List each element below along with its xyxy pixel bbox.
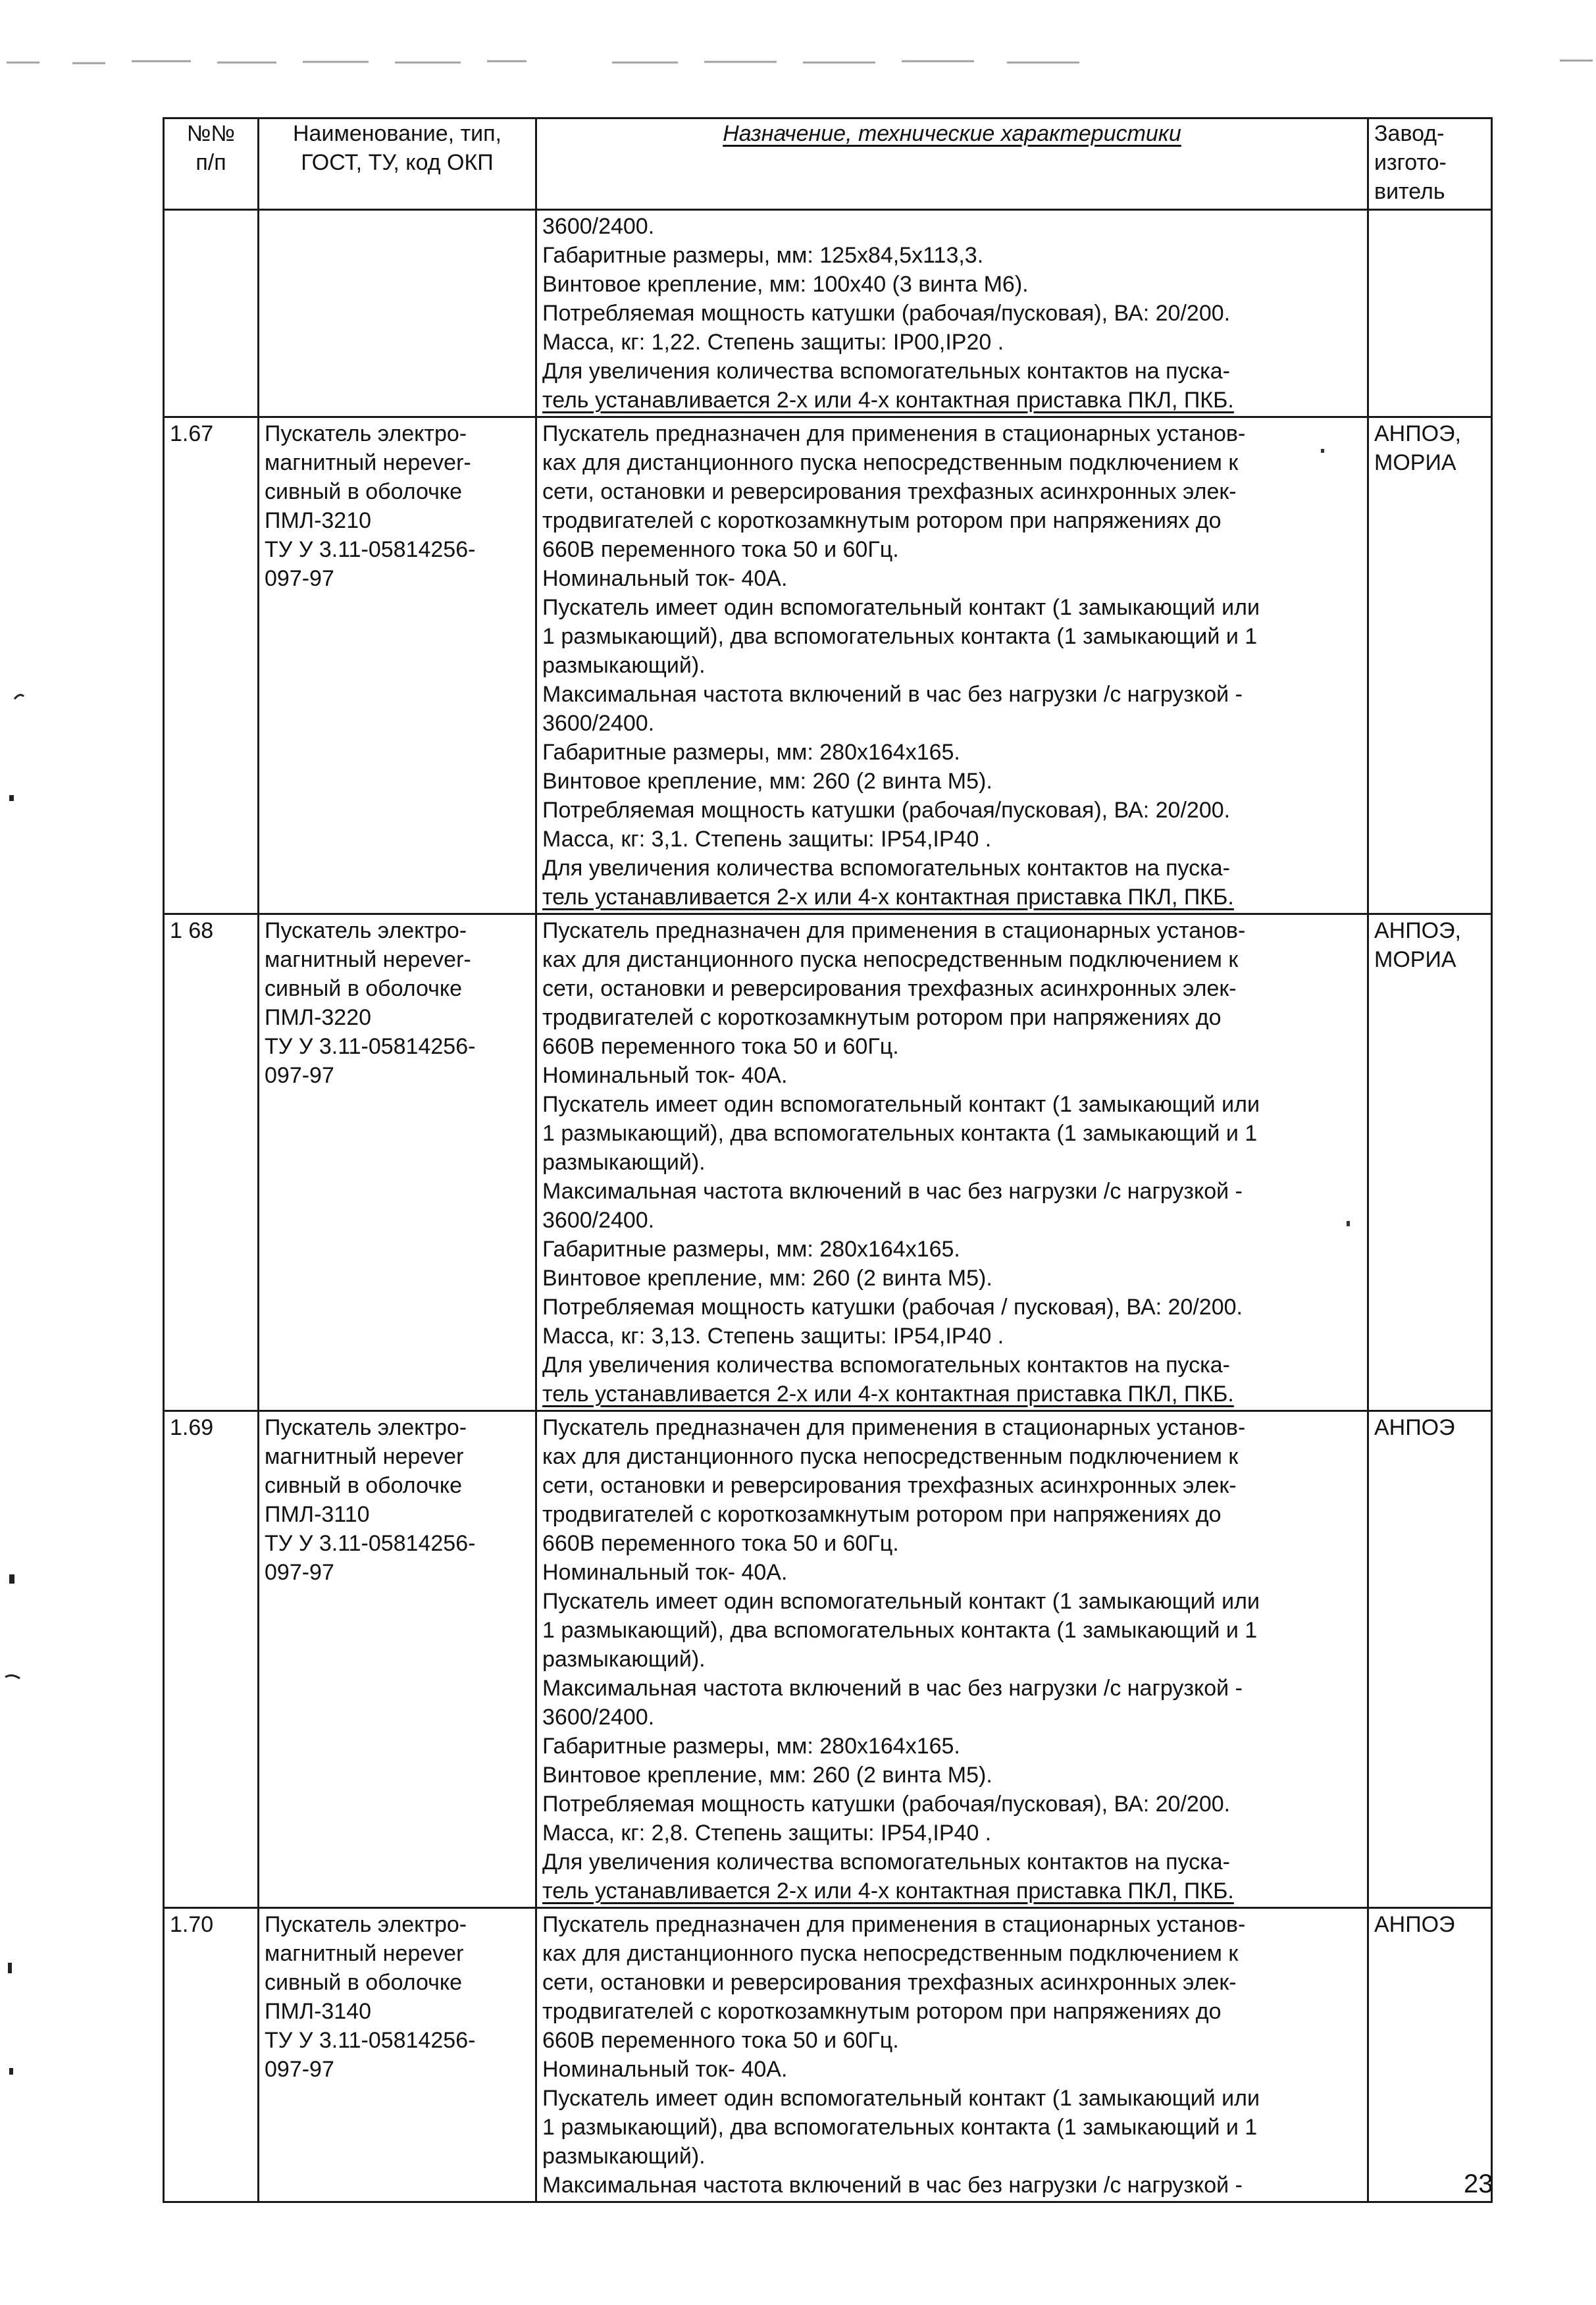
table-row — [164, 1411, 1492, 1908]
row-description-line: размыкающий). — [542, 653, 706, 678]
row-description-line: Максимальная частота включений в час без нагрузки /с нагрузкой - — [542, 2173, 1243, 2198]
left-margin-specks — [5, 695, 24, 2075]
row-name-line: Пускатель электро- — [265, 421, 467, 446]
row-description-line: тель устанавливается 2-х или 4-х контактная приставка ПКЛ, ПКБ. — [542, 1878, 1234, 1904]
row-name-line: сивный в оболочке — [265, 479, 463, 504]
row-description-line: Максимальная частота включений в час без нагрузки /с нагрузкой - — [542, 1179, 1243, 1204]
row-name — [259, 210, 536, 417]
row-description-line: размыкающий). — [542, 1150, 706, 1175]
row-description — [536, 914, 1368, 1411]
row-name — [259, 914, 536, 1411]
row-name-line: магнитный нерever- — [265, 450, 471, 475]
table-row — [164, 1908, 1492, 2202]
row-description — [536, 1411, 1368, 1908]
table-row — [164, 417, 1492, 914]
row-manufacturer — [1368, 914, 1492, 1411]
row-description-line: Габаритные размеры, мм: 280х164х165. — [542, 1734, 960, 1759]
table-row — [164, 914, 1492, 1411]
row-name-line: сивный в оболочке — [265, 1473, 463, 1498]
row-description-line: Масса, кг: 3,1. Степень защиты: IP54,IP40 . — [542, 827, 992, 852]
row-manufacturer — [1368, 1411, 1492, 1908]
row-description-line: Винтовое крепление, мм: 260 (2 винта М5). — [542, 769, 992, 794]
row-name-line: ПМЛ-3220 — [265, 1005, 372, 1030]
spec-table — [163, 117, 1493, 2203]
row-name-line: 097-97 — [265, 1063, 334, 1088]
row-description-line: Номинальный ток- 40А. — [542, 1560, 788, 1585]
row-description-line: Габаритные размеры, мм: 280х164х165. — [542, 1237, 960, 1262]
row-name-line: Пускатель электро- — [265, 918, 467, 943]
row-description-line: ках для дистанционного пуска непосредственным подключением к — [542, 1941, 1239, 1966]
row-description-line: Пускатель имеет один вспомогательный контакт (1 замыкающий или — [542, 2086, 1260, 2111]
row-description-line: 3600/2400. — [542, 711, 655, 736]
row-name-line: сивный в оболочке — [265, 1970, 463, 1995]
table-header — [164, 118, 1492, 210]
row-description-line: ках для дистанционного пуска непосредственным подключением к — [542, 947, 1239, 972]
row-description-line: тродвигателей с короткозамкнутым ротором при напряжениях до — [542, 1999, 1222, 2024]
row-description — [536, 1908, 1368, 2202]
row-description-line: Пускатель имеет один вспомогательный контакт (1 замыкающий или — [542, 1092, 1260, 1117]
row-name — [259, 1908, 536, 2202]
row-description-line: сети, остановки и реверсирования трехфазных асинхронных элек- — [542, 1473, 1237, 1498]
row-description — [536, 417, 1368, 914]
row-name-line: магнитный нерever — [265, 1941, 464, 1966]
row-description-line: Потребляемая мощность катушки (рабочая/пусковая), ВА: 20/200. — [542, 798, 1231, 823]
row-name-line: ПМЛ-3140 — [265, 1999, 372, 2024]
row-description-line: Винтовое крепление, мм: 260 (2 винта М5). — [542, 1266, 992, 1291]
row-name — [259, 417, 536, 914]
row-description-line: тродвигателей с короткозамкнутым ротором при напряжениях до — [542, 508, 1222, 533]
row-manufacturer-line: АНПОЭ, — [1374, 918, 1461, 943]
row-description-line: 1 размыкающий), два вспомогательных контакта (1 замыкающий и 1 — [542, 1618, 1258, 1643]
row-description-line: Винтовое крепление, мм: 100х40 (3 винта М6). — [542, 272, 1029, 297]
table-row — [164, 210, 1492, 417]
row-description-line: ках для дистанционного пуска непосредственным подключением к — [542, 1444, 1239, 1469]
row-number: 1 68 — [164, 914, 259, 1411]
row-description-line: тель устанавливается 2-х или 4-х контактная приставка ПКЛ, ПКБ. — [542, 885, 1234, 910]
row-description-line: Максимальная частота включений в час без нагрузки /с нагрузкой - — [542, 682, 1243, 707]
row-description-line: тель устанавливается 2-х или 4-х контактная приставка ПКЛ, ПКБ. — [542, 1382, 1234, 1407]
row-description-line: Масса, кг: 3,13. Степень защиты: IP54,IP40 . — [542, 1324, 1004, 1349]
row-description-line: 660В переменного тока 50 и 60Гц. — [542, 537, 899, 562]
top-scan-dashes — [7, 61, 1593, 63]
row-description-line: тродвигателей с короткозамкнутым ротором при напряжениях до — [542, 1502, 1222, 1527]
row-name-line: ТУ У 3.11-05814256- — [265, 537, 476, 562]
row-name-line: 097-97 — [265, 1560, 334, 1585]
row-description-line: Для увеличения количества вспомогательных контактов на пуска- — [542, 1850, 1230, 1875]
row-description-line: Потребляемая мощность катушки (рабочая/пусковая), ВА: 20/200. — [542, 1792, 1231, 1817]
row-description-line: 660В переменного тока 50 и 60Гц. — [542, 2028, 899, 2053]
row-description-line: Номинальный ток- 40А. — [542, 566, 788, 591]
row-manufacturer — [1368, 1908, 1492, 2202]
row-description-line: Для увеличения количества вспомогательных контактов на пуска- — [542, 1353, 1230, 1378]
row-description-line: Пускатель предназначен для применения в стационарных установ- — [542, 1912, 1246, 1937]
row-description-line: Пускатель имеет один вспомогательный контакт (1 замыкающий или — [542, 595, 1260, 620]
row-description-line: Максимальная частота включений в час без нагрузки /с нагрузкой - — [542, 1676, 1243, 1701]
row-description-line: ках для дистанционного пуска непосредственным подключением к — [542, 450, 1239, 475]
row-description-line: Для увеличения количества вспомогательных контактов на пуска- — [542, 359, 1230, 384]
row-description-line: Номинальный ток- 40А. — [542, 1063, 788, 1088]
row-name-line: 097-97 — [265, 2057, 334, 2082]
row-name-line: 097-97 — [265, 566, 334, 591]
row-description-line: Для увеличения количества вспомогательных контактов на пуска- — [542, 856, 1230, 881]
row-name-line: магнитный нерever — [265, 1444, 464, 1469]
row-description-line: Пускатель предназначен для применения в стационарных установ- — [542, 1415, 1246, 1440]
row-name-line: магнитный нерever- — [265, 947, 471, 972]
row-number — [164, 210, 259, 417]
row-manufacturer — [1368, 417, 1492, 914]
header-num: №№ п/п — [164, 118, 259, 210]
row-manufacturer-line: АНПОЭ, — [1374, 421, 1461, 446]
row-description-line: 660В переменного тока 50 и 60Гц. — [542, 1531, 899, 1556]
row-description — [536, 210, 1368, 417]
row-name — [259, 1411, 536, 1908]
table-body — [164, 210, 1492, 2202]
row-name-line: ТУ У 3.11-05814256- — [265, 1034, 476, 1059]
row-description-line: Потребляемая мощность катушки (рабочая / пусковая), ВА: 20/200. — [542, 1295, 1243, 1320]
row-description-line: Габаритные размеры, мм: 125х84,5х113,3. — [542, 243, 984, 268]
row-description-line: Винтовое крепление, мм: 260 (2 винта М5). — [542, 1763, 992, 1788]
row-description-line: Габаритные размеры, мм: 280х164х165. — [542, 740, 960, 765]
row-description-line: 3600/2400. — [542, 214, 655, 239]
row-description-line: сети, остановки и реверсирования трехфазных асинхронных элек- — [542, 976, 1237, 1001]
row-name-line: ТУ У 3.11-05814256- — [265, 2028, 476, 2053]
row-description-line: 3600/2400. — [542, 1208, 655, 1233]
row-description-line: сети, остановки и реверсирования трехфазных асинхронных элек- — [542, 1970, 1237, 1995]
row-description-line: тродвигателей с короткозамкнутым ротором при напряжениях до — [542, 1005, 1222, 1030]
header-mfr: Завод- изгото- витель — [1368, 118, 1492, 210]
row-description-line: 660В переменного тока 50 и 60Гц. — [542, 1034, 899, 1059]
row-description-line: размыкающий). — [542, 2144, 706, 2169]
row-name-line: ПМЛ-3210 — [265, 508, 372, 533]
row-description-line: Пускатель имеет один вспомогательный контакт (1 замыкающий или — [542, 1589, 1260, 1614]
row-description-line: размыкающий). — [542, 1647, 706, 1672]
row-manufacturer — [1368, 210, 1492, 417]
header-desc: Назначение, технические характеристики — [536, 118, 1368, 210]
row-description-line: Масса, кг: 1,22. Степень защиты: IP00,IP20 . — [542, 330, 1004, 355]
row-description-line: Номинальный ток- 40А. — [542, 2057, 788, 2082]
row-description-line: 3600/2400. — [542, 1705, 655, 1730]
row-description-line: Потребляемая мощность катушки (рабочая/пусковая), ВА: 20/200. — [542, 301, 1231, 326]
row-name-line: сивный в оболочке — [265, 976, 463, 1001]
page-number: 23 — [1464, 2169, 1493, 2198]
row-name-line: Пускатель электро- — [265, 1912, 467, 1937]
row-manufacturer-line: АНПОЭ — [1374, 1415, 1455, 1440]
row-number: 1.67 — [164, 417, 259, 914]
row-description-line: Пускатель предназначен для применения в стационарных установ- — [542, 421, 1246, 446]
row-manufacturer-line: АНПОЭ — [1374, 1912, 1455, 1937]
row-number: 1.70 — [164, 1908, 259, 2202]
row-name-line: Пускатель электро- — [265, 1415, 467, 1440]
row-manufacturer-line: МОРИА — [1374, 450, 1456, 475]
row-description-line: 1 размыкающий), два вспомогательных контакта (1 замыкающий и 1 — [542, 2115, 1258, 2140]
row-manufacturer-line: МОРИА — [1374, 947, 1456, 972]
row-description-line: сети, остановки и реверсирования трехфазных асинхронных элек- — [542, 479, 1237, 504]
row-name-line: ПМЛ-3110 — [265, 1502, 370, 1527]
row-number: 1.69 — [164, 1411, 259, 1908]
row-description-line: Масса, кг: 2,8. Степень защиты: IP54,IP40 . — [542, 1821, 992, 1846]
row-description-line: 1 размыкающий), два вспомогательных контакта (1 замыкающий и 1 — [542, 624, 1258, 649]
header-name: Наименование, тип, ГОСТ, ТУ, код ОКП — [259, 118, 536, 210]
row-description-line: Пускатель предназначен для применения в стационарных установ- — [542, 918, 1246, 943]
row-name-line: ТУ У 3.11-05814256- — [265, 1531, 476, 1556]
row-description-line: тель устанавливается 2-х или 4-х контактная приставка ПКЛ, ПКБ. — [542, 388, 1234, 413]
row-description-line: 1 размыкающий), два вспомогательных контакта (1 замыкающий и 1 — [542, 1121, 1258, 1146]
